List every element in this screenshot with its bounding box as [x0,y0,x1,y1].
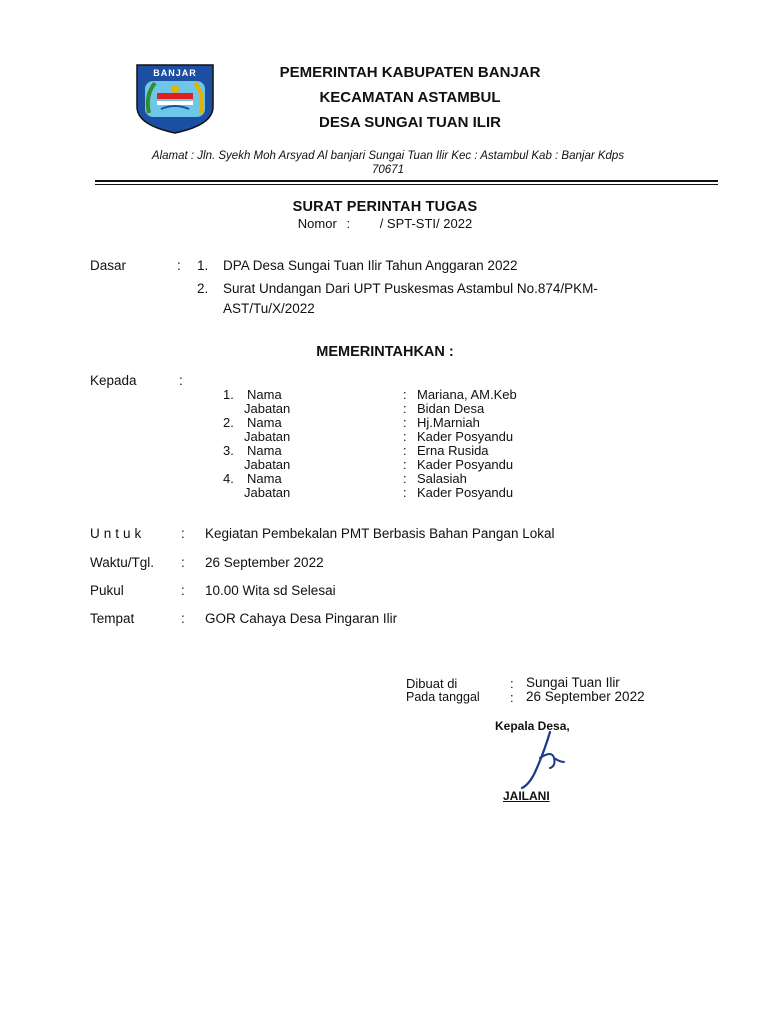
tempat-value: GOR Cahaya Desa Pingaran Ilir [205,611,398,626]
pukul-value: 10.00 Wita sd Selesai [205,583,336,598]
person-2-nama-label: Nama [247,415,282,430]
dibuat-value: Sungai Tuan Ilir [526,675,620,690]
letter-title: SURAT PERINTAH TUGAS [292,199,478,215]
person-3-jabatan: Kader Posyandu [417,457,514,472]
address [95,149,681,177]
person-2-jabatan-sep: : [403,429,407,444]
person-1-jabatan: Bidan Desa [417,401,485,416]
person-1-nama-label: Nama [247,387,282,402]
untuk-value: Kegiatan Pembekalan PMT Berbasis Bahan Pangan Lokal [205,526,555,541]
person-2-nama-sep: : [403,415,407,430]
kop-line-1: PEMERINTAH KABUPATEN BANJAR [279,64,541,81]
header-divider-thick [95,180,718,182]
person-3-nama-label: Nama [247,443,282,458]
dibuat-label: Dibuat di [406,676,458,691]
dibuat-colon: : [510,676,514,691]
person-4-nama-label: Nama [247,471,282,486]
dasar-text-2-cont: AST/Tu/X/2022 [223,301,315,316]
nomor-colon: : [346,216,351,231]
person-4-num: 4. [223,471,234,486]
kop-line-3: DESA SUNGAI TUAN ILIR [319,114,501,131]
handwritten-signature [510,728,580,790]
tempat-label: Tempat [90,611,135,626]
person-2-jabatan-label: Jabatan [244,429,291,444]
untuk-colon: : [181,526,185,541]
address-line-2: 70671 [372,164,404,176]
header-divider-thin [95,184,718,185]
person-4-nama-sep: : [403,471,407,486]
person-1-nama: Mariana, AM.Keb [417,387,517,402]
person-3-jabatan-sep: : [403,457,407,472]
tempat-colon: : [181,611,185,626]
person-4-jabatan-label: Jabatan [244,485,291,500]
person-2-num: 2. [223,415,234,430]
kop-line-2: KECAMATAN ASTAMBUL [319,89,501,106]
person-3-num: 3. [223,443,234,458]
person-1-jabatan-label: Jabatan [244,401,291,416]
person-3-jabatan-label: Jabatan [244,457,291,472]
tanggal-colon: : [510,690,514,705]
dasar-text-2: Surat Undangan Dari UPT Puskesmas Astambul No.874/PKM- [223,281,598,296]
dasar-num-2: 2. [197,281,209,296]
pukul-label: Pukul [90,583,124,598]
person-4-jabatan: Kader Posyandu [417,485,514,500]
address-line-1: Alamat : Jln. Syekh Moh Arsyad Al banjari Sungai Tuan Ilir Kec : Astambul Kab : Banjar Kdps [151,150,625,162]
nomor-label: Nomor [297,216,337,231]
person-1-nama-sep: : [403,387,407,402]
dasar-text-1: DPA Desa Sungai Tuan Ilir Tahun Anggaran 2022 [223,258,518,273]
dasar-colon: : [177,258,181,273]
dasar-label: Dasar [90,258,127,273]
person-1-num: 1. [223,387,234,402]
letter-number [230,216,540,231]
kepada-label: Kepada [90,373,137,388]
person-3-nama-sep: : [403,443,407,458]
kepada-colon: : [179,373,183,388]
dasar-num-1: 1. [197,258,209,273]
waktu-label: Waktu/Tgl. [90,555,155,570]
tanggal-value: 26 September 2022 [526,689,645,704]
person-2-nama: Hj.Marniah [417,415,480,430]
person-3-nama: Erna Rusida [417,443,489,458]
waktu-colon: : [181,555,185,570]
memerintahkan-heading: MEMERINTAHKAN : [316,344,454,360]
signer-position: Kepala Desa, [495,719,570,733]
person-4-nama: Salasiah [417,471,467,486]
tanggal-label: Pada tanggal [406,690,480,704]
untuk-label: Untuk [90,526,146,541]
logo-banner-text: BANJAR [153,68,197,78]
waktu-value: 26 September 2022 [205,555,324,570]
nomor-value: / SPT-STI/ 2022 [379,216,473,231]
person-4-jabatan-sep: : [403,485,407,500]
pukul-colon: : [181,583,185,598]
person-2-jabatan: Kader Posyandu [417,429,514,444]
person-1-jabatan-sep: : [403,401,407,416]
signer-name: JAILANI [503,789,550,803]
